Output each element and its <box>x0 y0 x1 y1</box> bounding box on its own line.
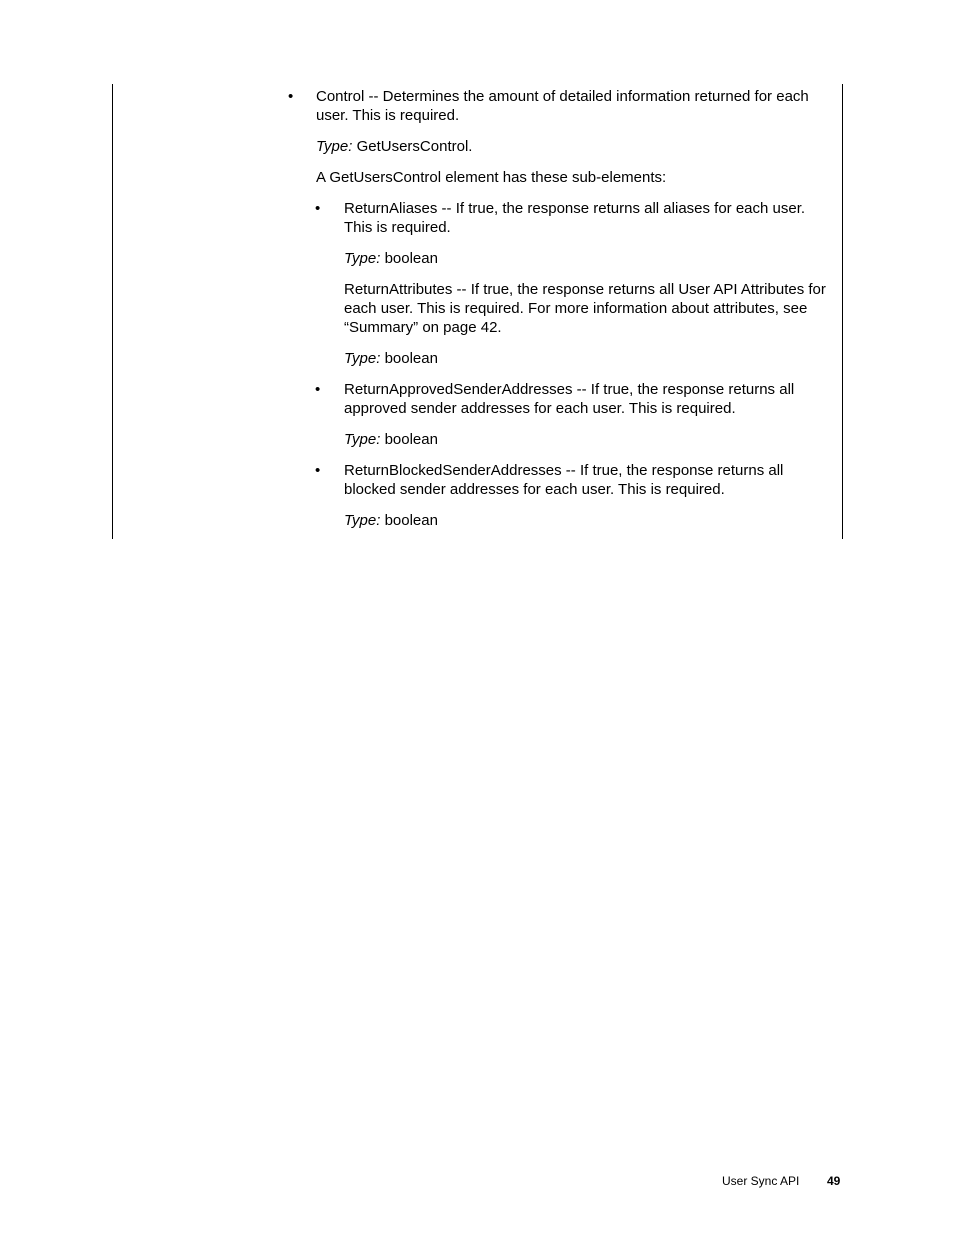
type-label: Type: <box>316 138 353 155</box>
document-body <box>0 87 954 530</box>
bullet: • <box>315 462 321 479</box>
return-aliases-type <box>344 249 830 268</box>
list-item-return-blocked <box>315 461 830 499</box>
list-item-return-approved <box>315 380 830 418</box>
bullet: • <box>288 88 294 105</box>
footer-title: User Sync API <box>722 1174 800 1188</box>
return-approved-type <box>344 430 830 449</box>
bullet: • <box>315 200 321 217</box>
sub-elements-intro: A GetUsersControl element has these sub-elements: <box>316 169 667 186</box>
type-value: GetUsersControl. <box>352 138 473 155</box>
type-label: Type: <box>344 250 381 267</box>
return-blocked-description: ReturnBlockedSenderAddresses -- If true, the response returns all blocked sender addresses for each user. This is required. <box>344 462 784 498</box>
bullet: • <box>315 381 321 398</box>
control-type <box>316 137 836 156</box>
type-value: boolean <box>380 431 438 448</box>
return-attributes-type <box>344 349 830 368</box>
list-item-return-aliases <box>315 199 830 237</box>
type-label: Type: <box>344 431 381 448</box>
control-description: Control -- Determines the amount of detailed information returned for each user. This is required. <box>316 88 809 124</box>
return-blocked-type <box>344 511 830 530</box>
list-item-control <box>288 87 836 125</box>
return-attributes-description: ReturnAttributes -- If true, the response returns all User API Attributes for each user. This is required. For more information about attributes, see “Summary” on page 42. <box>344 281 826 336</box>
type-label: Type: <box>344 350 381 367</box>
type-value: boolean <box>380 250 438 267</box>
return-aliases-description: ReturnAliases -- If true, the response returns all aliases for each user. This is required. <box>344 200 806 236</box>
page-number: 49 <box>827 1174 841 1188</box>
type-value: boolean <box>380 350 438 367</box>
return-approved-description: ReturnApprovedSenderAddresses -- If true, the response returns all approved sender addresses for each user. This is required. <box>344 381 795 417</box>
type-label: Type: <box>344 512 381 529</box>
type-value: boolean <box>380 512 438 529</box>
